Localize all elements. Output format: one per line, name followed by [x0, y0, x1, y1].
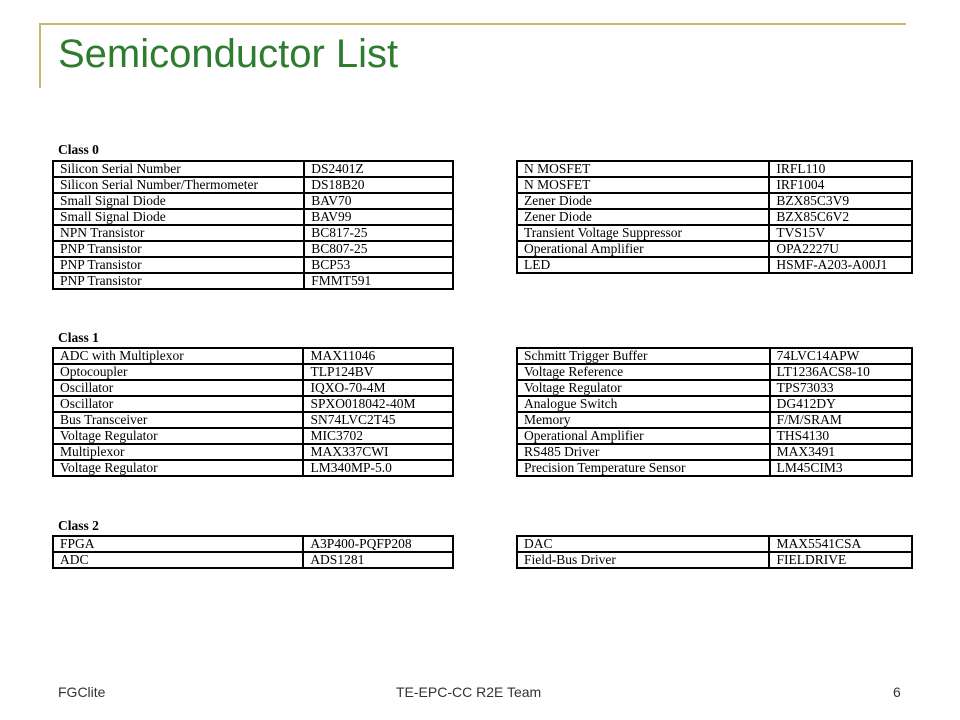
table-row: [53, 193, 453, 209]
class-label: Class 1: [58, 330, 99, 345]
part-number-cell: BC807-25: [304, 241, 453, 257]
part-number-cell: IRFL110: [769, 161, 912, 177]
component-type-cell: Memory: [517, 412, 770, 428]
footer-center-text: TE-EPC-CC R2E Team: [396, 684, 542, 700]
table-row: [517, 380, 912, 396]
part-number-cell: BCP53: [304, 257, 453, 273]
part-number-cell: MAX337CWI: [303, 444, 453, 460]
part-number-cell: LT1236ACS8-10: [770, 364, 912, 380]
parts-table: [516, 535, 913, 569]
table-row: [517, 536, 912, 552]
part-number-cell: SN74LVC2T45: [303, 412, 453, 428]
class-label: Class 2: [58, 518, 99, 533]
part-number-cell: A3P400-PQFP208: [303, 536, 453, 552]
component-type-cell: Oscillator: [53, 396, 303, 412]
component-type-cell: Voltage Reference: [517, 364, 770, 380]
part-number-cell: BC817-25: [304, 225, 453, 241]
part-number-cell: LM45CIM3: [770, 460, 912, 476]
table-row: [53, 209, 453, 225]
table-row: [53, 273, 453, 289]
component-type-cell: RS485 Driver: [517, 444, 770, 460]
component-type-cell: ADC: [53, 552, 303, 568]
table-row: [517, 193, 912, 209]
part-number-cell: TPS73033: [770, 380, 912, 396]
part-number-cell: F/M/SRAM: [770, 412, 912, 428]
component-type-cell: Field-Bus Driver: [517, 552, 769, 568]
component-type-cell: Schmitt Trigger Buffer: [517, 348, 770, 364]
component-type-cell: Transient Voltage Suppressor: [517, 225, 769, 241]
component-type-cell: Voltage Regulator: [517, 380, 770, 396]
class-label: Class 0: [58, 142, 99, 157]
part-number-cell: IRF1004: [769, 177, 912, 193]
component-type-cell: Bus Transceiver: [53, 412, 303, 428]
table-row: [53, 444, 453, 460]
part-number-cell: BZX85C6V2: [769, 209, 912, 225]
component-type-cell: FPGA: [53, 536, 303, 552]
header-rule-horizontal: [39, 23, 906, 25]
table-row: [53, 396, 453, 412]
table-row: [53, 161, 453, 177]
component-type-cell: Operational Amplifier: [517, 241, 769, 257]
component-type-cell: Voltage Regulator: [53, 428, 303, 444]
component-type-cell: DAC: [517, 536, 769, 552]
component-type-cell: Small Signal Diode: [53, 209, 304, 225]
part-number-cell: TLP124BV: [303, 364, 453, 380]
component-type-cell: Silicon Serial Number: [53, 161, 304, 177]
part-number-cell: OPA2227U: [769, 241, 912, 257]
part-number-cell: FIELDRIVE: [769, 552, 912, 568]
component-type-cell: Analogue Switch: [517, 396, 770, 412]
component-type-cell: Silicon Serial Number/Thermometer: [53, 177, 304, 193]
parts-table: [516, 160, 913, 274]
part-number-cell: DS18B20: [304, 177, 453, 193]
table-row: [517, 444, 912, 460]
table-row: [53, 536, 453, 552]
footer-left-text: FGClite: [58, 684, 106, 700]
component-type-cell: N MOSFET: [517, 161, 769, 177]
table-row: [517, 161, 912, 177]
part-number-cell: HSMF-A203-A00J1: [769, 257, 912, 273]
part-number-cell: LM340MP-5.0: [303, 460, 453, 476]
part-number-cell: DG412DY: [770, 396, 912, 412]
table-row: [517, 209, 912, 225]
table-row: [53, 364, 453, 380]
table-row: [53, 225, 453, 241]
parts-table: [52, 347, 454, 477]
part-number-cell: MAX3491: [770, 444, 912, 460]
part-number-cell: MAX5541CSA: [769, 536, 912, 552]
table-row: [517, 225, 912, 241]
component-type-cell: Zener Diode: [517, 193, 769, 209]
part-number-cell: TVS15V: [769, 225, 912, 241]
table-row: [53, 257, 453, 273]
header-rule-vertical: [39, 24, 41, 88]
part-number-cell: DS2401Z: [304, 161, 453, 177]
table-row: [517, 364, 912, 380]
table-row: [53, 460, 453, 476]
component-type-cell: Oscillator: [53, 380, 303, 396]
table-row: [53, 348, 453, 364]
component-type-cell: Operational Amplifier: [517, 428, 770, 444]
part-number-cell: 74LVC14APW: [770, 348, 912, 364]
table-row: [517, 460, 912, 476]
part-number-cell: ADS1281: [303, 552, 453, 568]
component-type-cell: Voltage Regulator: [53, 460, 303, 476]
table-row: [53, 428, 453, 444]
component-type-cell: N MOSFET: [517, 177, 769, 193]
table-row: [517, 552, 912, 568]
part-number-cell: SPXO018042-40M: [303, 396, 453, 412]
table-row: [517, 177, 912, 193]
table-row: [53, 241, 453, 257]
part-number-cell: MIC3702: [303, 428, 453, 444]
part-number-cell: IQXO-70-4M: [303, 380, 453, 396]
table-row: [517, 428, 912, 444]
component-type-cell: Optocoupler: [53, 364, 303, 380]
component-type-cell: PNP Transistor: [53, 257, 304, 273]
part-number-cell: BAV99: [304, 209, 453, 225]
slide-title: Semiconductor List: [58, 32, 399, 76]
parts-table: [52, 535, 454, 569]
part-number-cell: BZX85C3V9: [769, 193, 912, 209]
table-row: [517, 241, 912, 257]
parts-table: [52, 160, 454, 290]
table-row: [53, 177, 453, 193]
page-number: 6: [893, 684, 901, 700]
component-type-cell: ADC with Multiplexor: [53, 348, 303, 364]
component-type-cell: PNP Transistor: [53, 241, 304, 257]
table-row: [517, 257, 912, 273]
table-row: [517, 348, 912, 364]
part-number-cell: THS4130: [770, 428, 912, 444]
parts-table: [516, 347, 913, 477]
component-type-cell: LED: [517, 257, 769, 273]
component-type-cell: Zener Diode: [517, 209, 769, 225]
table-row: [517, 396, 912, 412]
table-row: [53, 552, 453, 568]
component-type-cell: PNP Transistor: [53, 273, 304, 289]
part-number-cell: MAX11046: [303, 348, 453, 364]
part-number-cell: FMMT591: [304, 273, 453, 289]
component-type-cell: Small Signal Diode: [53, 193, 304, 209]
table-row: [53, 380, 453, 396]
component-type-cell: Multiplexor: [53, 444, 303, 460]
component-type-cell: Precision Temperature Sensor: [517, 460, 770, 476]
table-row: [517, 412, 912, 428]
part-number-cell: BAV70: [304, 193, 453, 209]
table-row: [53, 412, 453, 428]
component-type-cell: NPN Transistor: [53, 225, 304, 241]
